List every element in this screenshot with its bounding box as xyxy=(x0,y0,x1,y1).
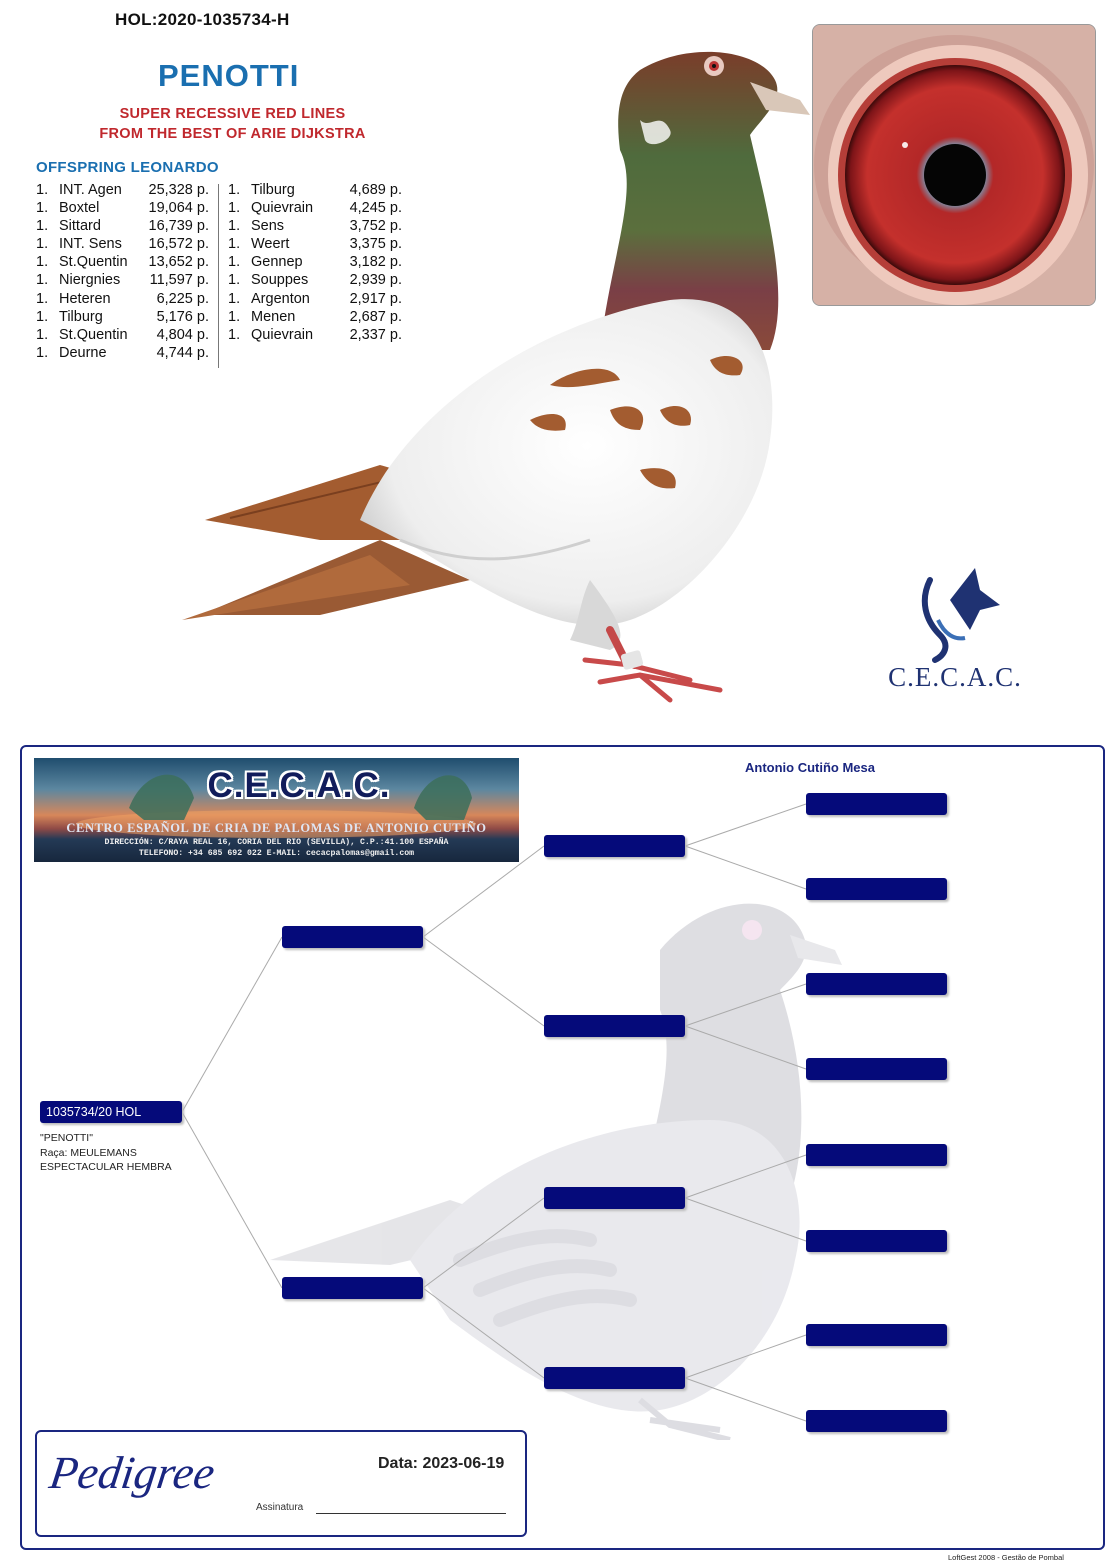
result-value: 16,572 p. xyxy=(148,236,209,253)
result-value: 16,739 p. xyxy=(148,218,209,235)
great-grandparent-box[interactable] xyxy=(806,973,947,995)
result-position: 1. xyxy=(36,326,49,343)
subject-ring-box[interactable]: 1035734/20 HOL xyxy=(40,1101,182,1123)
result-value: 5,176 p. xyxy=(156,308,209,325)
signature-line[interactable] xyxy=(316,1513,506,1514)
result-place: INT. Sens xyxy=(59,236,122,253)
subject-note: ESPECTACULAR HEMBRA xyxy=(40,1161,172,1173)
result-position: 1. xyxy=(36,290,49,307)
eye-photo xyxy=(812,24,1096,306)
result-place: Sens xyxy=(251,218,285,235)
result-place: Gennep xyxy=(251,254,303,271)
great-grandparent-box[interactable] xyxy=(806,1144,947,1166)
result-place: Weert xyxy=(251,236,290,253)
result-place: INT. Agen xyxy=(59,182,122,198)
result-value: 4,245 p. xyxy=(349,200,402,217)
subject-info xyxy=(40,1131,172,1175)
result-value: 3,182 p. xyxy=(349,254,402,271)
grandparent-box[interactable] xyxy=(544,1187,685,1209)
dam-box[interactable] xyxy=(282,1277,423,1299)
result-value: 11,597 p. xyxy=(149,272,209,289)
signature-label: Assinatura xyxy=(256,1502,304,1513)
great-grandparent-box[interactable] xyxy=(806,1058,947,1080)
result-position: 1. xyxy=(36,308,49,325)
result-value: 4,804 p. xyxy=(156,326,209,343)
result-position: 1. xyxy=(228,236,241,253)
cecac-banner xyxy=(34,758,519,862)
result-place: Quievrain xyxy=(251,200,314,217)
banner-address: DIRECCIÓN: C/RAYA REAL 16, CORIA DEL RIO (SEVILLA), C.P.:41.100 ESPAÑA xyxy=(104,838,449,847)
result-value: 6,225 p. xyxy=(156,290,209,307)
banner-contact: TELEFONO: +34 685 692 022 E-MAIL: cecacpalomas@gmail.com xyxy=(138,849,415,858)
result-place: Deurne xyxy=(59,344,107,361)
result-value: 3,375 p. xyxy=(349,236,402,253)
sire-box[interactable] xyxy=(282,926,423,948)
result-position: 1. xyxy=(228,254,241,271)
result-position: 1. xyxy=(36,272,49,289)
result-place: Tilburg xyxy=(251,182,295,198)
result-place: Boxtel xyxy=(59,200,100,217)
pigeon-photo xyxy=(170,40,820,720)
result-value: 2,917 p. xyxy=(349,290,402,307)
result-place: Tilburg xyxy=(59,308,103,325)
result-position: 1. xyxy=(36,218,49,235)
grandparent-box[interactable] xyxy=(544,1015,685,1037)
result-place: Menen xyxy=(251,308,296,325)
result-place: Souppes xyxy=(251,272,309,289)
result-value: 4,744 p. xyxy=(156,344,209,361)
cecac-logo-text: C.E.C.A.C. xyxy=(888,662,1022,692)
result-position: 1. xyxy=(228,218,241,235)
great-grandparent-box[interactable] xyxy=(806,793,947,815)
great-grandparent-box[interactable] xyxy=(806,1230,947,1252)
subject-breed: Raça: MEULEMANS xyxy=(40,1146,137,1159)
banner-centre-name: CENTRO ESPAÑOL DE CRIA DE PALOMAS DE ANTONIO CUTIÑO xyxy=(66,821,487,835)
result-position: 1. xyxy=(36,254,49,271)
grandparent-box[interactable] xyxy=(544,1367,685,1389)
result-value: 19,064 p. xyxy=(148,200,209,217)
date-label: Data: 2023-06-19 xyxy=(378,1455,505,1472)
pigeon-name: PENOTTI xyxy=(158,58,300,93)
result-value: 3,752 p. xyxy=(349,218,402,235)
subtitle-line-1: SUPER RECESSIVE RED LINES xyxy=(119,106,346,122)
ring-id: HOL:2020-1035734-H xyxy=(115,10,290,29)
result-position: 1. xyxy=(228,182,241,198)
eye-icon xyxy=(813,25,1095,305)
result-position: 1. xyxy=(36,344,49,361)
result-value: 2,337 p. xyxy=(349,326,402,343)
result-position: 1. xyxy=(228,290,241,307)
result-position: 1. xyxy=(36,200,49,217)
result-position: 1. xyxy=(228,326,241,343)
pigeon-watermark xyxy=(250,880,860,1440)
result-place: St.Quentin xyxy=(59,326,128,343)
result-place: Niergnies xyxy=(59,272,121,289)
result-place: St.Quentin xyxy=(59,254,128,271)
result-position: 1. xyxy=(228,272,241,289)
result-position: 1. xyxy=(228,200,241,217)
subtitle-line-2: FROM THE BEST OF ARIE DIJKSTRA xyxy=(99,126,366,142)
result-value: 25,328 p. xyxy=(148,182,209,198)
great-grandparent-box[interactable] xyxy=(806,1410,947,1432)
result-position: 1. xyxy=(36,236,49,253)
result-value: 4,689 p. xyxy=(349,182,402,198)
great-grandparent-box[interactable] xyxy=(806,878,947,900)
grandparent-box[interactable] xyxy=(544,835,685,857)
result-place: Quievrain xyxy=(251,326,314,343)
pedigree-script-title: Pedigree xyxy=(46,1447,218,1498)
result-value: 2,939 p. xyxy=(349,272,402,289)
result-place: Heteren xyxy=(59,290,111,307)
result-value: 13,652 p. xyxy=(148,254,209,271)
software-footer: LoftGest 2008 - Gestão de Pombal xyxy=(948,1553,1064,1562)
great-grandparent-box[interactable] xyxy=(806,1324,947,1346)
result-position: 1. xyxy=(36,182,49,198)
owner-name: Antonio Cutiño Mesa xyxy=(745,760,875,775)
result-position: 1. xyxy=(228,308,241,325)
subject-name: "PENOTTI" xyxy=(40,1132,93,1144)
result-place: Sittard xyxy=(59,218,101,235)
offspring-title: OFFSPRING LEONARDO xyxy=(36,159,219,176)
banner-title: C.E.C.A.C. xyxy=(207,766,391,805)
result-place: Argenton xyxy=(251,290,310,307)
result-value: 2,687 p. xyxy=(349,308,402,325)
